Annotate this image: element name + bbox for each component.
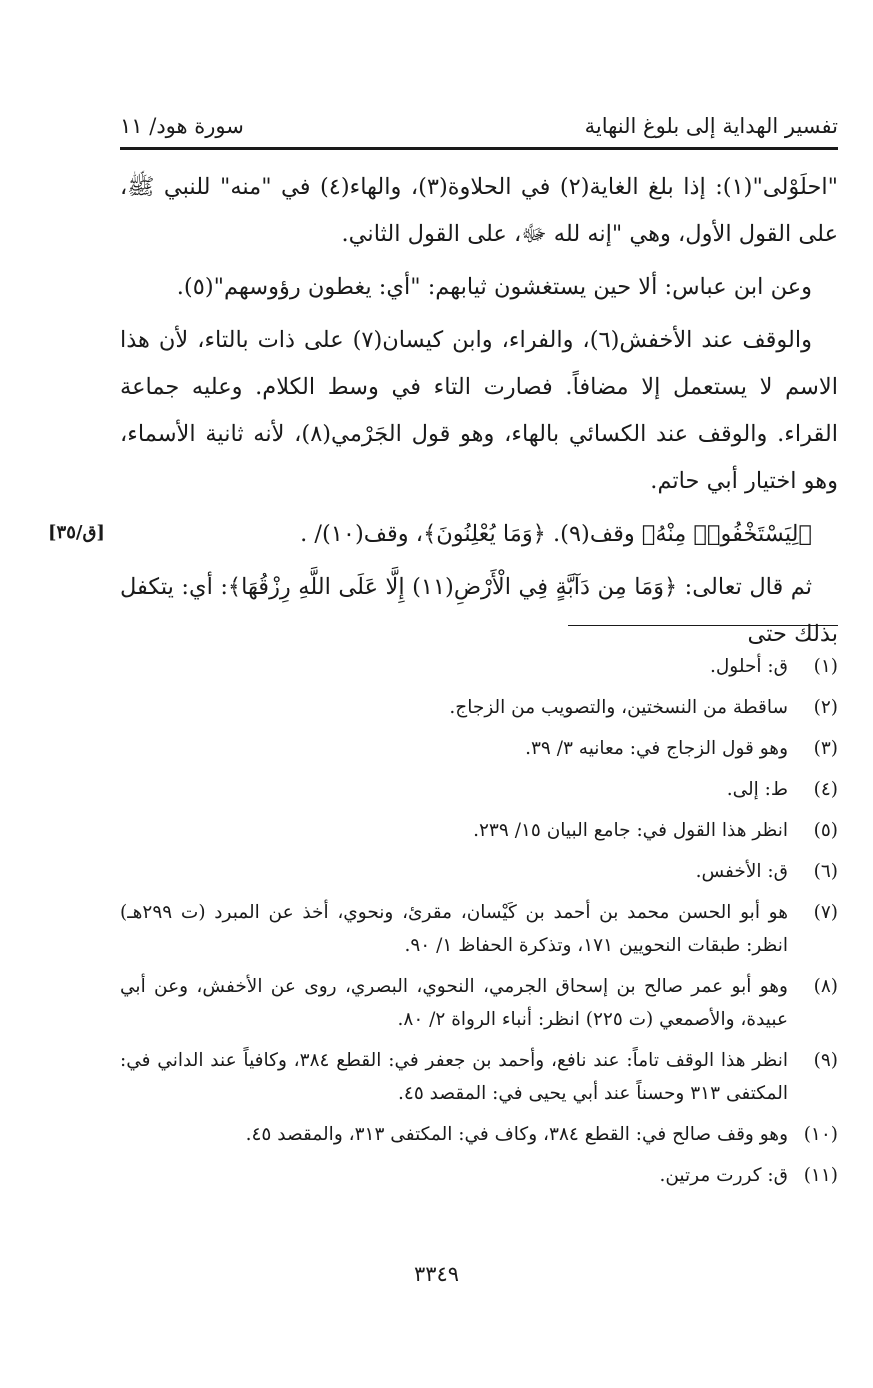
footnote-separator (568, 625, 838, 626)
footnote-item (120, 970, 838, 1036)
footnote-text: وهو وقف صالح في: القطع ٣٨٤، وكاف في: المكتفى ٣١٣، والمقصد ٤٥. (245, 1124, 788, 1145)
footnote-item (120, 1159, 838, 1192)
footnote-number: (٢) (813, 697, 838, 718)
footnote-text: ساقطة من النسختين، والتصويب من الزجاج. (449, 697, 788, 718)
footnote-text: ق: كررت مرتين. (659, 1165, 788, 1186)
footnote-number: (٣) (813, 738, 838, 759)
footnote-item (120, 896, 838, 962)
paragraph-4: ﴿لِيَسْتَخْفُوا۟ مِنْهُ﴾ وقف(٩). ﴿وَمَا يُعْلِنُونَ﴾، وقف(١٠)/ . (300, 521, 812, 547)
paragraph-3: والوقف عند الأخفش(٦)، والفراء، وابن كيسان(٧) على ذات بالتاء، لأن هذا الاسم لا يستعمل إلا مضافاً. فصارت التاء في وسط الكلام. وعليه جماعة القراء. والوقف عند الكسائي بالهاء، وهو قول الجَرْمي(٨)، لأنه ثانية الأسماء، وهو اختيار أبي حاتم. (120, 327, 838, 494)
footnote-item (120, 855, 838, 888)
footnote-text: وهو قول الزجاج في: معانيه ٣/ ٣٩. (525, 738, 788, 759)
footnote-number: (١١) (803, 1165, 838, 1186)
footnote-item (120, 732, 838, 765)
surah-reference: سورة هود/ ١١ (120, 114, 244, 138)
book-title: تفسير الهداية إلى بلوغ النهاية (584, 114, 838, 138)
paragraph-2: وعن ابن عباس: ألا حين يستغشون ثيابهم: "أي: يغطون رؤوسهم"(٥). (176, 274, 812, 300)
manuscript-margin-note: [ق/٣٥] (48, 522, 105, 543)
footnote-item (120, 650, 838, 683)
footnote-number: (٤) (813, 779, 838, 800)
main-text (120, 164, 838, 664)
footnote-text: انظر هذا القول في: جامع البيان ١٥/ ٢٣٩. (473, 820, 788, 841)
footnote-number: (١٠) (803, 1124, 838, 1145)
footnote-item (120, 1118, 838, 1151)
footnote-number: (٦) (813, 861, 838, 882)
footnotes (120, 650, 838, 1200)
footnote-text: هو أبو الحسن محمد بن أحمد بن كَيْسان، مقرئ، ونحوي، أخذ عن المبرد (ت ٢٩٩هـ) انظر: طبقات النحويين ١٧١، وتذكرة الحفاظ ١/ ٩٠. (120, 902, 788, 956)
page-number: ٣٣٤٩ (413, 1262, 460, 1286)
footnote-text: وهو أبو عمر صالح بن إسحاق الجرمي، النحوي، البصري، روى عن الأخفش، وعن أبي عبيدة، والأصمعي (ت ٢٢٥) انظر: أنباء الرواة ٢/ ٨٠. (120, 976, 788, 1030)
running-header (120, 106, 838, 146)
footnote-text: ق: الأخفس. (695, 861, 788, 882)
footnote-item (120, 1044, 838, 1110)
paragraph-1: "احلَوْلى"(١): إذا بلغ الغاية(٢) في الحلاوة(٣)، والهاء(٤) في "منه" للنبي ﷺ، على القول الأول، وهي "إنه لله ﷻ، على القول الثاني. (120, 174, 838, 247)
footnote-number: (١) (813, 656, 838, 677)
footnote-number: (٧) (813, 902, 838, 923)
footnote-item (120, 814, 838, 847)
footnote-item (120, 773, 838, 806)
footnote-text: انظر هذا الوقف تاماً: عند نافع، وأحمد بن جعفر في: القطع ٣٨٤، وكافياً عند الداني في: المكتفى ٣١٣ وحسناً عند أبي يحيى في: المقصد ٤٥. (120, 1050, 788, 1104)
header-rule (120, 147, 838, 150)
footnote-number: (٩) (813, 1050, 838, 1071)
footnote-text: ق: أحلول. (709, 656, 788, 677)
footnote-text: ط: إلى. (726, 779, 788, 800)
footnote-number: (٥) (813, 820, 838, 841)
footnote-number: (٨) (813, 976, 838, 997)
footnote-item (120, 691, 838, 724)
paragraph-5: ثم قال تعالى: ﴿وَمَا مِن دَآبَّةٍ فِي الْأَرْضِ(١١) إِلَّا عَلَى اللَّهِ رِزْقُهَا﴾: أي: يتكفل بذلك حتى (120, 574, 838, 647)
